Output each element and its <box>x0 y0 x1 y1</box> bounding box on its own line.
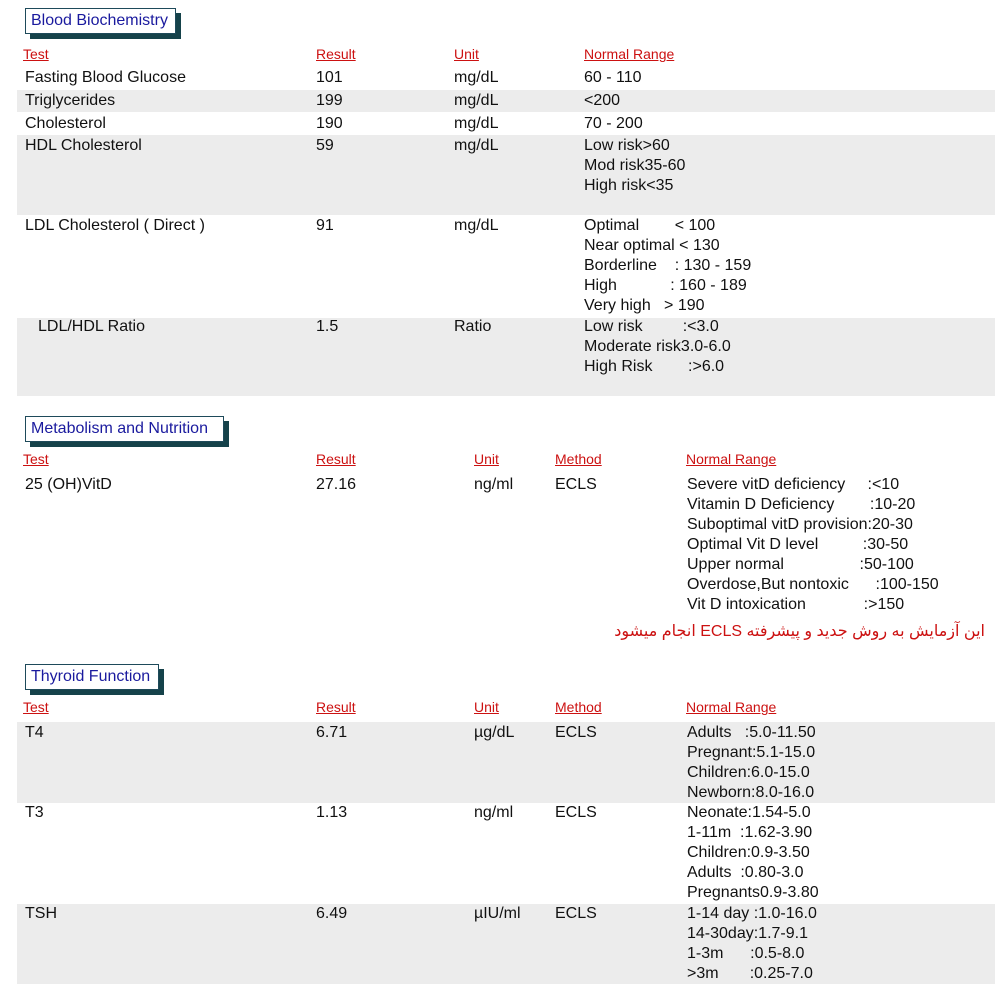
header-result: Result <box>316 699 356 715</box>
normal-range-line: 14-30day:1.7-9.1 <box>687 925 808 942</box>
normal-range-line: Optimal Vit D level :30-50 <box>687 536 909 553</box>
test-unit: mg/dL <box>454 137 499 154</box>
normal-range-line: Severe vitD deficiency :<10 <box>687 476 900 493</box>
test-method: ECLS <box>555 905 597 922</box>
test-name: Fasting Blood Glucose <box>25 69 186 86</box>
test-unit: mg/dL <box>454 217 499 234</box>
header-result: Result <box>316 46 356 62</box>
normal-range-line: Low risk>60 <box>584 137 670 154</box>
header-unit: Unit <box>474 451 499 467</box>
normal-range-line: Vitamin D Deficiency :10-20 <box>687 496 916 513</box>
header-normal-range: Normal Range <box>686 699 777 715</box>
header-test: Test <box>23 46 49 62</box>
normal-range-line: <200 <box>584 92 621 109</box>
header-method: Method <box>555 699 602 715</box>
test-method: ECLS <box>555 476 597 493</box>
header-method: Method <box>555 451 602 467</box>
test-unit: µg/dL <box>474 724 515 741</box>
normal-range-line: Suboptimal vitD provision:20-30 <box>687 516 913 533</box>
normal-range-line: Near optimal < 130 <box>584 237 720 254</box>
normal-range-line: 1-3m :0.5-8.0 <box>687 945 805 962</box>
normal-range-line: Newborn:8.0-16.0 <box>687 784 815 801</box>
test-result: 91 <box>316 217 334 234</box>
test-result: 6.71 <box>316 724 348 741</box>
test-name: HDL Cholesterol <box>25 137 142 154</box>
normal-range-line: Children:6.0-15.0 <box>687 764 810 781</box>
normal-range-line: Adults :0.80-3.0 <box>687 864 804 881</box>
normal-range-line: Overdose,But nontoxic :100-150 <box>687 576 939 593</box>
header-unit: Unit <box>454 46 479 62</box>
test-unit: µIU/ml <box>474 905 521 922</box>
test-unit: Ratio <box>454 318 492 335</box>
normal-range-line: Pregnant:5.1-15.0 <box>687 744 816 761</box>
test-unit: mg/dL <box>454 69 499 86</box>
test-unit: mg/dL <box>454 92 499 109</box>
row-background <box>17 318 995 396</box>
header-result: Result <box>316 451 356 467</box>
test-method: ECLS <box>555 724 597 741</box>
row-background <box>17 90 995 112</box>
test-result: 190 <box>316 115 343 132</box>
normal-range-line: Upper normal :50-100 <box>687 556 914 573</box>
test-name: TSH <box>25 905 57 922</box>
test-result: 1.5 <box>316 318 339 335</box>
test-name: 25 (OH)VitD <box>25 476 112 493</box>
normal-range-line: Vit D intoxication :>150 <box>687 596 905 613</box>
header-unit: Unit <box>474 699 499 715</box>
test-result: 1.13 <box>316 804 348 821</box>
test-unit: ng/ml <box>474 476 514 493</box>
test-result: 27.16 <box>316 476 357 493</box>
normal-range-line: Adults :5.0-11.50 <box>687 724 816 741</box>
row-background <box>17 135 995 215</box>
normal-range-line: Moderate risk3.0-6.0 <box>584 338 731 355</box>
header-normal-range: Normal Range <box>584 46 675 62</box>
normal-range-line: Mod risk35-60 <box>584 157 686 174</box>
header-test: Test <box>23 451 49 467</box>
test-name: Triglycerides <box>25 92 116 109</box>
normal-range-line: Children:0.9-3.50 <box>687 844 810 861</box>
normal-range-line: >3m :0.25-7.0 <box>687 965 813 982</box>
normal-range-line: 60 - 110 <box>584 69 642 86</box>
normal-range-line: High : 160 - 189 <box>584 277 747 294</box>
test-unit: mg/dL <box>454 115 499 132</box>
method-note: این آزمایش به روش جدید و پیشرفته ECLS انجام میشود <box>614 623 985 640</box>
normal-range-line: Pregnants0.9-3.80 <box>687 884 819 901</box>
test-result: 101 <box>316 69 343 86</box>
normal-range-line: 1-11m :1.62-3.90 <box>687 824 813 841</box>
test-name: T4 <box>25 724 44 741</box>
normal-range-line: Borderline : 130 - 159 <box>584 257 752 274</box>
header-normal-range: Normal Range <box>686 451 777 467</box>
section-title-thyroid: Thyroid Function <box>25 664 159 690</box>
normal-range-line: Optimal < 100 <box>584 217 716 234</box>
normal-range-line: High Risk :>6.0 <box>584 358 725 375</box>
test-result: 59 <box>316 137 334 154</box>
normal-range-line: High risk<35 <box>584 177 674 194</box>
section-title-blood-biochemistry: Blood Biochemistry <box>25 8 176 34</box>
test-name: LDL/HDL Ratio <box>38 318 146 335</box>
header-test: Test <box>23 699 49 715</box>
test-name: Cholesterol <box>25 115 106 132</box>
test-result: 199 <box>316 92 343 109</box>
normal-range-line: Neonate:1.54-5.0 <box>687 804 811 821</box>
section-title-metabolism: Metabolism and Nutrition <box>25 416 224 442</box>
normal-range-line: 1-14 day :1.0-16.0 <box>687 905 817 922</box>
normal-range-line: Very high > 190 <box>584 297 705 314</box>
normal-range-line: Low risk :<3.0 <box>584 318 719 335</box>
test-name: T3 <box>25 804 44 821</box>
test-result: 6.49 <box>316 905 348 922</box>
test-method: ECLS <box>555 804 597 821</box>
test-name: LDL Cholesterol ( Direct ) <box>25 217 205 234</box>
test-unit: ng/ml <box>474 804 514 821</box>
normal-range-line: 70 - 200 <box>584 115 643 132</box>
